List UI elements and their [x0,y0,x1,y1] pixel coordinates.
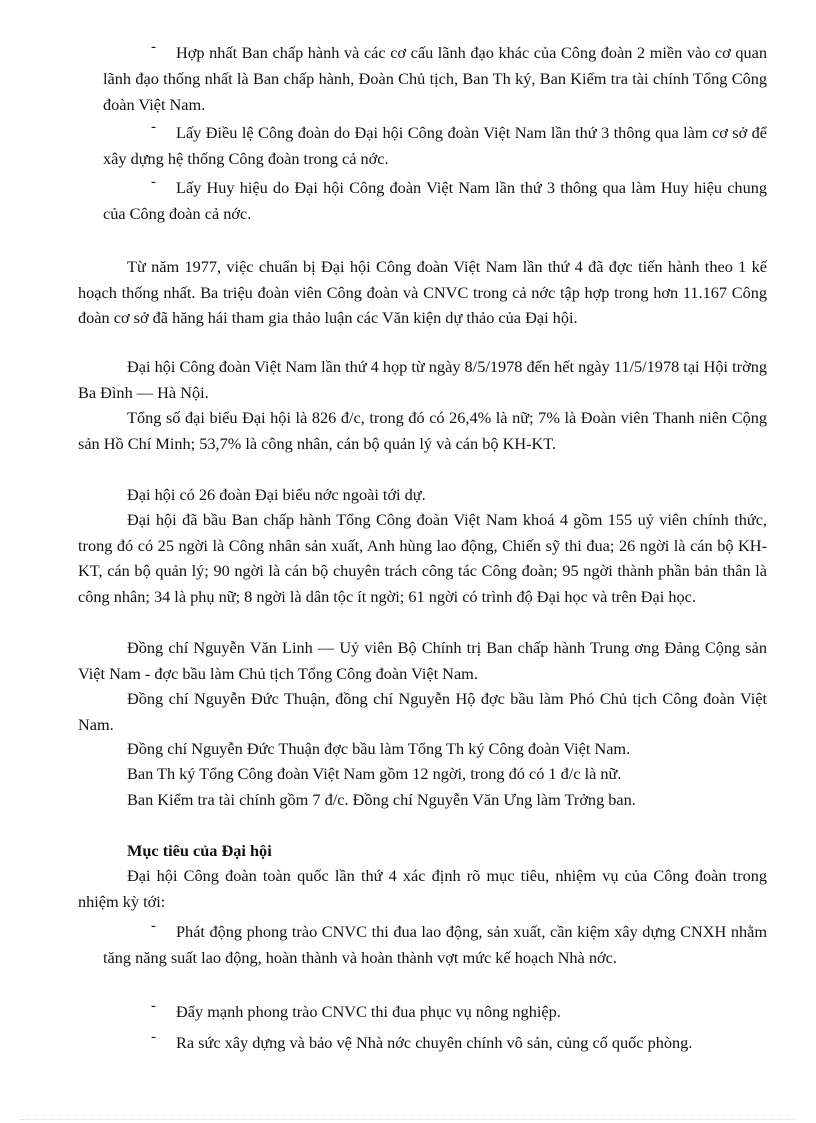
paragraph: Đồng chí Nguyễn Đức Thuận đợc bầu làm Tổng Th ký Công đoàn Việt Nam. [127,739,631,758]
paragraph: Ban Kiểm tra tài chính gồm 7 đ/c. Đồng chí Nguyễn Văn Ưng làm Trởng ban. [127,790,636,809]
paragraph: Đại hội đã bầu Ban chấp hành Tổng Công đoàn Việt Nam khoá 4 gồm 155 uỷ viên chính thức, trong đó có 25 ngời là Công nhân sản xuất, Anh hùng lao động, Chiến sỹ thi đua; 26 ngời là cán bộ KH-KT, cán bộ quản lý; 90 ngời là cán bộ chuyên trách công tác Công đoàn; 95 ngời thành phần bản thân là công nhân; 34 là phụ nữ; 8 ngời là dân tộc ít ngời; 61 ngời có trình độ Đại học và trên Đại học. [78,510,767,606]
bullet-item [103,919,767,971]
bullet-text: Lấy Điều lệ Công đoàn do Đại hội Công đoàn Việt Nam lần thứ 3 thông qua làm cơ sở để xây dựng hệ thống Công đoàn trong cả nớc. [103,123,767,168]
paragraph: Từ năm 1977, việc chuẩn bị Đại hội Công đoàn Việt Nam lần thứ 4 đã đợc tiến hành theo 1 kế hoạch thống nhất. Ba triệu đoàn viên Công đoàn và CNVC trong cả nớc tập hợp trong hơn 11.167 Công đoàn cơ sở đã hăng hái tham gia thảo luận các Văn kiện dự thảo của Đại hội. [78,257,767,327]
bullet-item [103,175,767,227]
bullet-item [103,40,767,118]
bullet-item [103,999,767,1025]
bullet-text: Đẩy mạnh phong trào CNVC thi đua phục vụ nông nghiệp. [176,1002,561,1021]
section-intro: Đại hội Công đoàn toàn quốc lần thứ 4 xác định rõ mục tiêu, nhiệm vụ của Công đoàn trong nhiệm kỳ tới: [78,866,767,911]
bullet-marker: - [151,174,156,190]
bullet-text: Hợp nhất Ban chấp hành và các cơ cấu lãnh đạo khác của Công đoàn 2 miền vào cơ quan lãnh đạo thống nhất là Ban chấp hành, Đoàn Chủ tịch, Ban Th ký, Ban Kiểm tra tài chính Tổng Công đoàn Việt Nam. [103,43,767,114]
bullet-marker: - [151,1029,156,1045]
bullet-text: Lấy Huy hiệu do Đại hội Công đoàn Việt Nam lần thứ 3 thông qua làm Huy hiệu chung của Công đoàn cả nớc. [103,178,767,223]
paragraph: Ban Th ký Tổng Công đoàn Việt Nam gồm 12 ngời, trong đó có 1 đ/c là nữ. [127,764,622,783]
paragraph: Đại hội có 26 đoàn Đại biểu nớc ngoài tới dự. [127,485,426,504]
bullet-item [103,120,767,172]
bullet-item [103,1030,767,1056]
bullet-marker: - [151,918,156,934]
bullet-marker: - [151,119,156,135]
paragraph: Đồng chí Nguyễn Đức Thuận, đồng chí Nguyễn Hộ đợc bầu làm Phó Chủ tịch Công đoàn Việt Nam. [78,689,767,734]
paragraph: Tổng số đại biểu Đại hội là 826 đ/c, trong đó có 26,4% là nữ; 7% là Đoàn viên Thanh niên Cộng sản Hồ Chí Minh; 53,7% là công nhân, cán bộ quản lý và cán bộ KH-KT. [78,408,767,453]
bullet-marker: - [151,998,156,1014]
bullet-text: Ra sức xây dựng và bảo vệ Nhà nớc chuyên chính vô sản, củng cố quốc phòng. [176,1033,693,1052]
bullet-marker: - [151,39,156,55]
paragraph: Đồng chí Nguyễn Văn Linh — Uỷ viên Bộ Chính trị Ban chấp hành Trung ơng Đảng Cộng sản Việt Nam - đợc bầu làm Chủ tịch Tổng Công đoàn Việt Nam. [78,638,767,683]
section-heading: Mục tiêu của Đại hội [127,841,272,860]
page-bottom-divider [20,1119,796,1120]
bullet-text: Phát động phong trào CNVC thi đua lao động, sản xuất, cần kiệm xây dựng CNXH nhằm tăng năng suất lao động, hoàn thành và hoàn thành vợt mức kế hoạch Nhà nớc. [103,922,767,967]
paragraph: Đại hội Công đoàn Việt Nam lần thứ 4 họp từ ngày 8/5/1978 đến hết ngày 11/5/1978 tại Hội trờng Ba Đình — Hà Nội. [78,357,767,402]
